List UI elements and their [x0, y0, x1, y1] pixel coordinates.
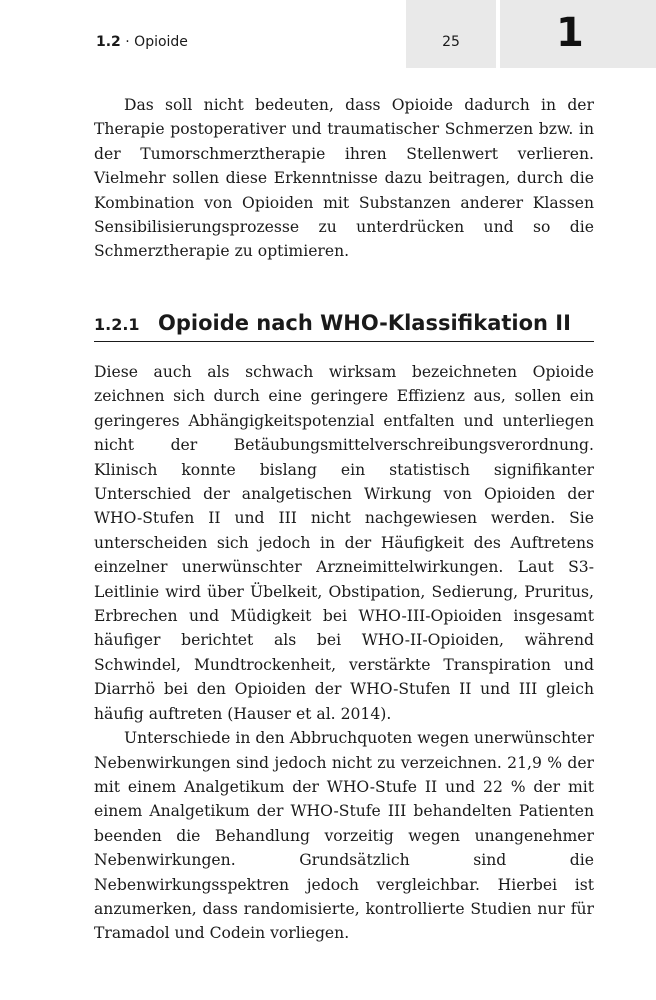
header-section-number: 1.2: [96, 34, 121, 50]
intro-paragraph: Das soll nicht bedeuten, dass Opioide dadurch in der Therapie postoperativer und traumatischer Schmerzen bzw. in der Tumorschmerztherapie ihren Stellenwert verlieren. Vielmehr sollen diese Erkenntnisse dazu beitragen, durch die Kombination von Opioiden mit Substanzen anderer Klassen Sensibilisierungsprozesse zu unterdrücken und so die Schmerztherapie zu optimieren.: [94, 96, 594, 261]
chapter-number: 1: [556, 10, 584, 56]
section-heading-number: 1.2.1: [94, 315, 140, 334]
section-heading-title: Opioide nach WHO-Klassifikation II: [158, 311, 571, 335]
body-paragraph: Diese auch als schwach wirksam bezeichneten Opioide zeichnen sich durch eine geringere Effizienz aus, sollen ein geringeres Abhängigkeitspotenzial entfalten und unterliegen nicht der Betäubungsmittelverschreibungsverordnung. Klinisch konnte bislang ein statistisch signifikanter Unterschied der analgetischen Wirkung von Opioiden der WHO-Stufen II und III nicht nachgewiesen werden. Sie unterscheiden sich jedoch in der Häufigkeit des Auftretens einzelner unerwünschter Arzneimittelwirkungen. Laut S3-Leitlinie wird über Übelkeit, Obstipation, Sedierung, Pruritus, Erbrechen und Müdigkeit bei WHO-III-Opioiden insgesamt häufiger berichtet als bei WHO-II-Opioiden, während Schwindel, Mundtrockenheit, verstärkte Transpiration und Diarrhö bei den Opioiden der WHO-Stufen II und III gleich häufig auftreten (Hauser et al. 2014).: [94, 363, 594, 723]
header-separator: ·: [120, 34, 135, 50]
section-heading: [94, 311, 594, 342]
header-section-label: [96, 34, 188, 50]
page-number: 25: [442, 34, 460, 50]
body-paragraph: Unterschiede in den Abbruchquoten wegen unerwünschter Nebenwirkungen sind jedoch nicht zu verzeichnen. 21,9 % der mit einem Analgetikum der WHO-Stufe II und 22 % der mit einem Analgetikum der WHO-Stufe III behandelten Patienten beenden die Behandlung vorzeitig wegen unangenehmer Nebenwirkungen. Grundsätzlich sind die Nebenwirkungsspektren jedoch vergleichbar. Hierbei ist anzumerken, dass randomisierte, kontrollierte Studien nur für Tramadol und Codein vorliegen.: [94, 729, 594, 943]
running-header: [0, 0, 656, 68]
section-body: [94, 360, 594, 946]
header-section-title: Opioide: [134, 34, 188, 50]
intro-text-block: [94, 93, 594, 264]
